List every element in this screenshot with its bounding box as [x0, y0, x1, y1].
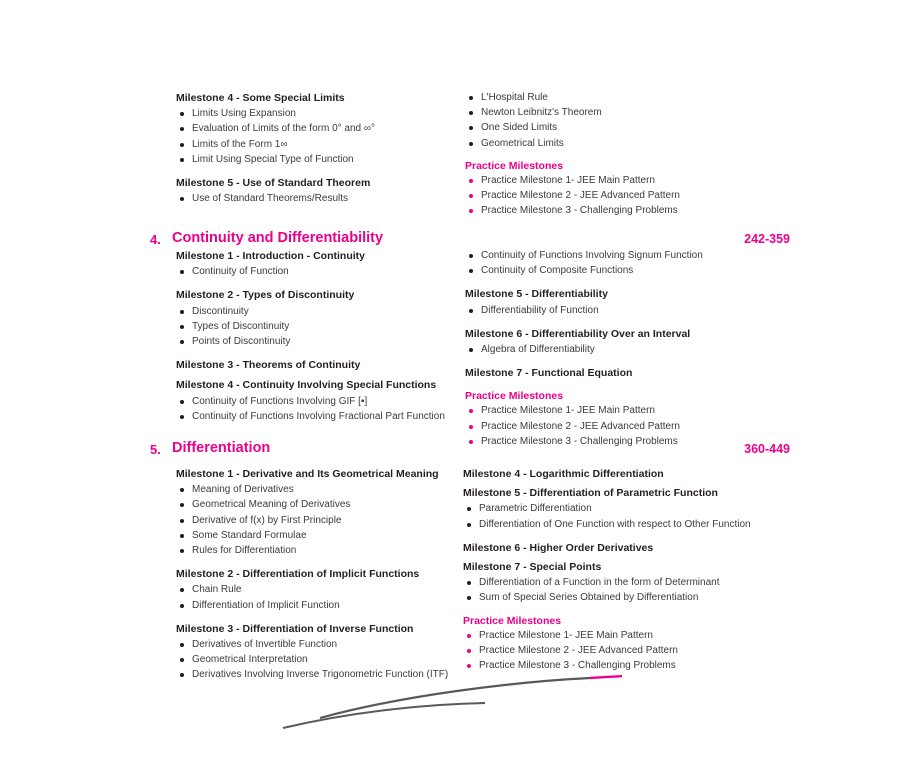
milestone-item-list [176, 395, 466, 424]
list-item: Use of Standard Theorems/Results [176, 192, 466, 206]
list-item: Geometrical Interpretation [176, 653, 466, 667]
top-section-left-column [176, 91, 466, 207]
chapter-4-left-column [176, 249, 466, 425]
milestone-item-list [465, 249, 765, 278]
chapter-number: 5. [150, 442, 161, 457]
list-item: Practice Milestone 2 - JEE Advanced Pattern [465, 420, 765, 434]
practice-milestone-list [463, 629, 763, 674]
chapter-5-left-column [176, 467, 466, 684]
list-item: Continuity of Functions Involving Signum Function [465, 249, 765, 263]
list-item: One Sided Limits [465, 121, 765, 135]
chapter-title[interactable]: Continuity and Differentiability [172, 230, 384, 246]
list-item: Derivative of f(x) by First Principle [176, 514, 466, 528]
milestone-heading: Milestone 3 - Differentiation of Inverse Function [176, 622, 414, 635]
list-item: L'Hospital Rule [465, 91, 765, 105]
list-item: Points of Discontinuity [176, 335, 466, 349]
list-item: Discontinuity [176, 305, 466, 319]
milestone-heading: Milestone 5 - Use of Standard Theorem [176, 176, 371, 189]
milestone-heading: Milestone 4 - Continuity Involving Special Functions [176, 379, 437, 392]
milestone-item-list [463, 502, 763, 531]
milestone-item-list [176, 305, 466, 350]
milestone-heading: Milestone 5 - Differentiation of Parametric Function [463, 487, 718, 500]
list-item: Practice Milestone 3 - Challenging Problems [463, 659, 763, 673]
list-item: Differentiability of Function [465, 304, 765, 318]
milestone-heading: Milestone 7 - Functional Equation [465, 367, 633, 380]
list-item: Differentiation of One Function with respect to Other Function [463, 518, 763, 532]
list-item: Parametric Differentiation [463, 502, 763, 516]
list-item: Limits of the Form 1∞ [176, 138, 466, 152]
list-item: Continuity of Functions Involving GIF [▪] [176, 395, 466, 409]
list-item: Continuity of Composite Functions [465, 264, 765, 278]
list-item: Practice Milestone 1- JEE Main Pattern [465, 404, 765, 418]
milestone-item-list [176, 107, 466, 167]
list-item: Practice Milestone 2 - JEE Advanced Pattern [465, 189, 765, 203]
list-item: Practice Milestone 3 - Challenging Problems [465, 435, 765, 449]
list-item: Evaluation of Limits of the form 0° and ∞° [176, 122, 466, 136]
top-section-right-column [465, 91, 765, 219]
chapter-page-range: 360-449 [744, 442, 790, 456]
milestone-heading: Milestone 2 - Types of Discontinuity [176, 289, 355, 302]
milestone-heading: Milestone 5 - Differentiability [465, 288, 608, 301]
milestone-heading: Milestone 7 - Special Points [463, 561, 602, 574]
milestone-item-list [176, 583, 466, 612]
milestone-item-list [465, 343, 765, 357]
list-item: Continuity of Function [176, 265, 466, 279]
list-item: Chain Rule [176, 583, 466, 597]
chapter-number: 4. [150, 232, 161, 247]
list-item: Practice Milestone 1- JEE Main Pattern [463, 629, 763, 643]
list-item: Limit Using Special Type of Function [176, 153, 466, 167]
milestone-item-list [463, 576, 763, 605]
practice-milestones-heading: Practice Milestones [465, 159, 564, 172]
milestone-item-list [465, 91, 765, 151]
practice-milestones-heading: Practice Milestones [463, 614, 562, 627]
decorative-swoosh-lines [250, 670, 670, 750]
list-item: Some Standard Formulae [176, 529, 466, 543]
list-item: Algebra of Differentiability [465, 343, 765, 357]
milestone-item-list [176, 192, 466, 206]
chapter-4-right-column [465, 249, 765, 450]
milestone-heading: Milestone 1 - Derivative and Its Geometrical Meaning [176, 468, 439, 480]
list-item: Meaning of Derivatives [176, 483, 466, 497]
chapter-page-range: 242-359 [744, 232, 790, 246]
chapter-5-right-column [463, 467, 763, 674]
milestone-heading: Milestone 6 - Differentiability Over an Interval [465, 327, 691, 340]
milestone-item-list [176, 265, 466, 279]
chapter-header-5[interactable] [150, 440, 790, 464]
list-item: Continuity of Functions Involving Fractional Part Function [176, 410, 466, 424]
chapter-title[interactable]: Differentiation [172, 440, 271, 456]
milestone-heading: Milestone 6 - Higher Order Derivatives [463, 541, 654, 554]
list-item: Limits Using Expansion [176, 107, 466, 121]
list-item: Differentiation of Implicit Function [176, 599, 466, 613]
list-item: Sum of Special Series Obtained by Differentiation [463, 591, 763, 605]
list-item: Derivatives of Invertible Function [176, 638, 466, 652]
milestone-item-list [176, 483, 466, 558]
milestone-heading: Milestone 3 - Theorems of Continuity [176, 359, 361, 372]
list-item: Practice Milestone 1- JEE Main Pattern [465, 174, 765, 188]
list-item: Geometrical Meaning of Derivatives [176, 498, 466, 512]
list-item: Rules for Differentiation [176, 544, 466, 558]
list-item: Derivatives Involving Inverse Trigonometric Function (ITF) [176, 668, 466, 682]
list-item: Practice Milestone 3 - Challenging Problems [465, 204, 765, 218]
practice-milestones-heading: Practice Milestones [465, 390, 564, 403]
list-item: Newton Leibnitz's Theorem [465, 106, 765, 120]
milestone-heading: Milestone 1 - Introduction - Continuity [176, 250, 365, 262]
milestone-heading: Milestone 2 - Differentiation of Implicit Functions [176, 568, 420, 581]
list-item: Types of Discontinuity [176, 320, 466, 334]
list-item: Practice Milestone 2 - JEE Advanced Pattern [463, 644, 763, 658]
list-item: Differentiation of a Function in the form of Determinant [463, 576, 763, 590]
milestone-item-list [465, 304, 765, 318]
milestone-heading: Milestone 4 - Logarithmic Differentiation [463, 468, 664, 480]
practice-milestone-list [465, 174, 765, 219]
milestone-heading: Milestone 4 - Some Special Limits [176, 92, 345, 104]
list-item: Geometrical Limits [465, 137, 765, 151]
